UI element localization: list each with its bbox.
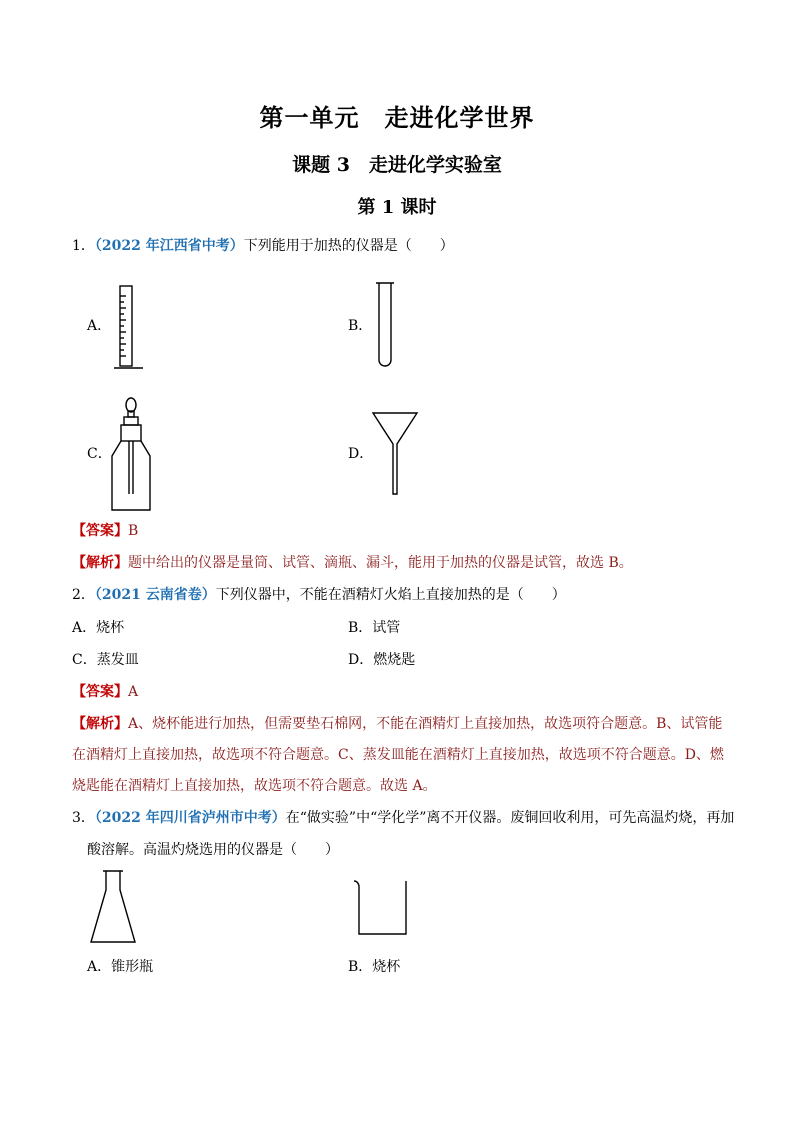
analysis-tag: 【解析】 [72, 716, 128, 732]
option-c: C．蒸发皿 [72, 652, 139, 668]
question-number: 1． [72, 238, 95, 254]
graduated-cylinder-icon [112, 284, 146, 372]
question-2-analysis-line-1 [72, 714, 722, 734]
dropper-bottle-icon [108, 396, 154, 514]
option-a: A．烧杯 [72, 620, 125, 636]
question-1-answer [72, 521, 138, 541]
answer-value: A [128, 684, 139, 700]
period-title: 第 1 课时 [357, 197, 437, 218]
question-3-stem-line-1 [72, 808, 734, 828]
question-text: 下列能用于加热的仪器是（ ） [243, 238, 454, 254]
question-2-analysis-line-3: 烧匙能在酒精灯上直接加热，故选项不符合题意。故选 A。 [72, 778, 437, 794]
answer-value: B [128, 523, 139, 539]
question-number: 2． [72, 587, 95, 603]
option-b: B．烧杯 [348, 959, 401, 975]
analysis-text: A、烧杯能进行加热，但需要垫石棉网，不能在酒精灯上直接加热，故选项符合题意。B、试管能 [128, 716, 723, 732]
question-1-analysis [72, 553, 633, 573]
analysis-tag: 【解析】 [72, 555, 128, 571]
question-source: （2022 年四川省泸州市中考） [94, 810, 286, 826]
beaker-icon [352, 878, 410, 938]
erlenmeyer-flask-icon [88, 868, 138, 948]
funnel-icon [370, 410, 422, 498]
question-1-stem [72, 236, 454, 256]
question-source: （2021 云南省卷） [94, 587, 216, 603]
question-source: （2022 年江西省中考） [94, 238, 244, 254]
question-2-analysis-line-2: 在酒精灯上直接加热，故选项不符合题意。C、蒸发皿能在酒精灯上直接加热，故选项不符合题意。D、燃 [72, 747, 724, 763]
question-text: 下列仪器中，不能在酒精灯火焰上直接加热的是（ ） [215, 587, 566, 603]
test-tube-icon [374, 280, 398, 374]
option-c-label: C． [87, 446, 112, 462]
question-number: 3． [72, 810, 95, 826]
question-3-stem-line-2: 酸溶解。高温灼烧选用的仪器是（ ） [87, 842, 339, 858]
question-text: 在“做实验”中“学化学”离不开仪器。废铜回收利用，可先高温灼烧，再加 [285, 810, 735, 826]
answer-tag: 【答案】 [72, 684, 128, 700]
answer-tag: 【答案】 [72, 523, 128, 539]
option-b-label: B． [348, 318, 373, 334]
question-2-answer [72, 682, 138, 702]
option-d: D．燃烧匙 [348, 652, 416, 668]
option-a-label: A． [87, 318, 112, 334]
lesson-title: 课题 3 走进化学实验室 [292, 154, 502, 176]
question-2-stem [72, 585, 566, 605]
option-a: A．锥形瓶 [87, 959, 154, 975]
option-d-label: D． [348, 446, 374, 462]
option-b: B．试管 [348, 620, 401, 636]
unit-title: 第一单元 走进化学世界 [259, 103, 535, 132]
analysis-text: 题中给出的仪器是量筒、试管、滴瓶、漏斗，能用于加热的仪器是试管，故选 B。 [128, 555, 633, 571]
